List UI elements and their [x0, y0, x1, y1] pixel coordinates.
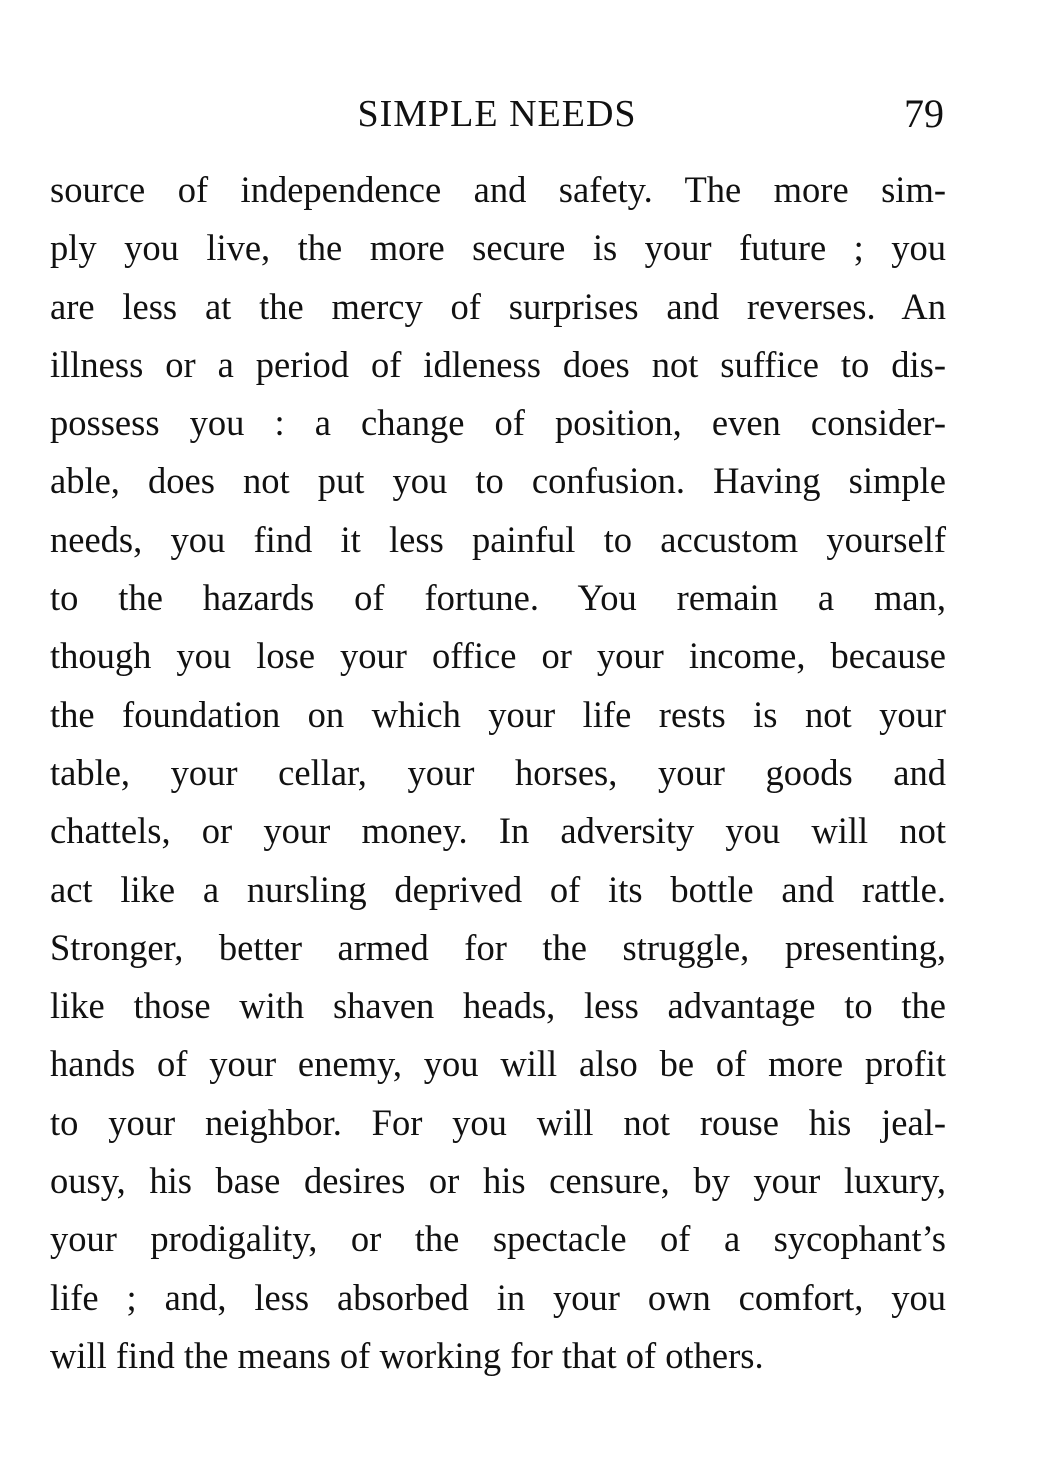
text-line: ply you live, the more secure is your future ; you [50, 227, 946, 269]
running-title: SIMPLE NEEDS [357, 93, 637, 135]
text-line: ousy, his base desires or his censure, by your luxury, [50, 1160, 946, 1202]
text-line: like those with shaven heads, less advantage to the [50, 985, 946, 1027]
text-line: source of independence and safety. The more sim- [50, 169, 946, 210]
text-line: table, your cellar, your horses, your goods and [50, 751, 946, 793]
text-line: Stronger, better armed for the struggle, presenting, [50, 926, 946, 968]
text-line: your prodigality, or the spectacle of a sycophant’s [50, 1218, 946, 1260]
text-line: to the hazards of fortune. You remain a man, [50, 577, 946, 619]
text-line: possess you : a change of position, even consider- [50, 402, 946, 444]
text-line: illness or a period of idleness does not suffice to dis- [50, 343, 946, 385]
text-line: are less at the mercy of surprises and reverses. An [50, 285, 946, 327]
text-line-last: will find the means of working for that of others. [50, 1334, 764, 1376]
page-number: 79 [904, 91, 944, 136]
text-line: the foundation on which your life rests is not your [50, 693, 946, 735]
text-line: needs, you find it less painful to accustom yourself [50, 518, 946, 560]
running-head [50, 88, 944, 140]
text-line: chattels, or your money. In adversity you will not [50, 810, 946, 852]
body-text [50, 161, 946, 1385]
text-line: though you lose your office or your income, because [50, 635, 946, 677]
text-line: hands of your enemy, you will also be of more profit [50, 1043, 946, 1085]
text-line: life ; and, less absorbed in your own comfort, you [50, 1276, 946, 1318]
text-line: to your neighbor. For you will not rouse his jeal- [50, 1101, 946, 1143]
text-line: able, does not put you to confusion. Having simple [50, 460, 946, 502]
text-line: act like a nursling deprived of its bottle and rattle. [50, 868, 946, 910]
